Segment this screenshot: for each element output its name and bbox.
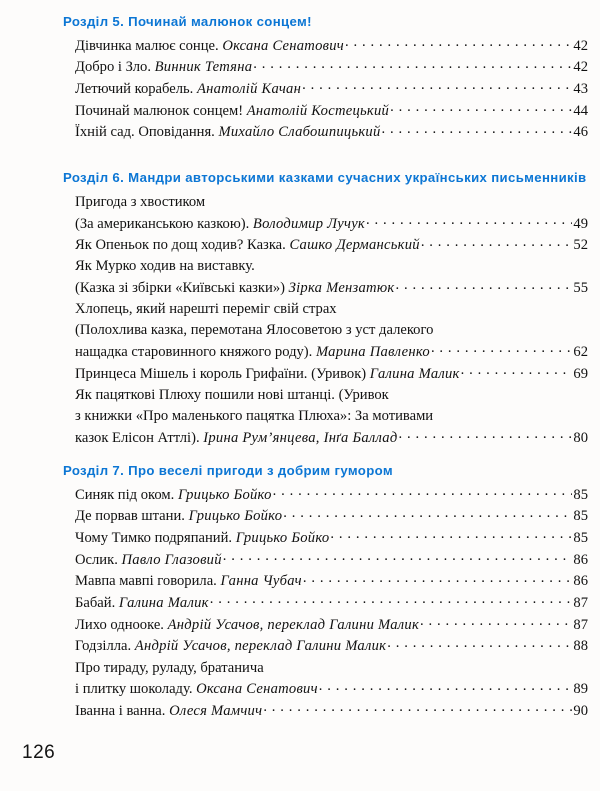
toc-entry[interactable] xyxy=(75,235,588,257)
dot-leader xyxy=(461,363,573,378)
toc-entry-continuation xyxy=(75,385,588,406)
section-5 xyxy=(63,12,588,143)
toc-entry-author: Михайло Слабошпицький xyxy=(218,124,381,141)
dot-leader xyxy=(253,57,572,72)
dot-leader xyxy=(395,278,572,293)
toc-entry-final-line xyxy=(75,571,588,593)
toc-entry-final-line xyxy=(75,679,588,701)
dot-leader xyxy=(420,614,572,629)
toc-entry-author: Ірина Рум’янцева, Інґа Баллад xyxy=(203,429,398,446)
toc-entry-author: Андрій Усачов, переклад Галини Малик xyxy=(134,638,387,655)
toc-entry[interactable] xyxy=(75,506,588,528)
toc-entry-text: Мавпа мавпі говорила. Ганна Чубач xyxy=(75,573,302,590)
toc-entry[interactable] xyxy=(75,100,588,122)
toc-entry-continuation xyxy=(75,256,588,277)
toc-page-number: 85 xyxy=(573,508,588,525)
toc-entry-author: Ганна Чубач xyxy=(220,573,302,590)
toc-page-number: 52 xyxy=(573,237,588,254)
toc-entry-final-line xyxy=(75,235,588,257)
toc-entry[interactable] xyxy=(75,614,588,636)
toc-entry-text: нащадка старовинного княжого роду). Марина Павленко xyxy=(75,344,430,361)
toc-entry-final-line xyxy=(75,592,588,614)
toc-entry-author: Грицько Бойко xyxy=(177,486,272,503)
toc-entry-author: Володимир Лучук xyxy=(252,215,366,232)
toc-entry[interactable] xyxy=(75,636,588,658)
toc-page-number: 88 xyxy=(573,638,588,655)
dot-leader xyxy=(366,213,572,228)
toc-entry-final-line xyxy=(75,484,588,506)
toc-entry-final-line xyxy=(75,78,588,100)
toc-entry-author: Олеся Мамчич xyxy=(169,702,263,719)
toc-entry[interactable] xyxy=(75,57,588,79)
dot-leader xyxy=(319,679,573,694)
entry-list xyxy=(75,192,588,449)
toc-entry-text: Пригода з хвостиком xyxy=(75,194,206,210)
toc-entry-text: Ослик. Павло Глазовий xyxy=(75,551,222,568)
section-heading: Розділ 6. Мандри авторськими казками сучасних українських письменників xyxy=(63,170,587,185)
toc-entry-text: Їхній сад. Оповідання. Михайло Слабошпицький xyxy=(75,124,381,141)
toc-page-number: 42 xyxy=(573,59,588,76)
toc-entry-text: Як пацяткові Плюху пошили нові штанці. (Уривок xyxy=(75,386,389,403)
toc-entry[interactable] xyxy=(75,700,588,722)
toc-page-number: 87 xyxy=(573,616,588,633)
toc-entry-text: Чому Тимко подряпаний. Грицько Бойко xyxy=(75,529,330,546)
toc-entry-continuation xyxy=(75,658,588,679)
toc-entry-text: Летючий корабель. Анатолій Качан xyxy=(75,80,302,97)
toc-entry-text: Бабай. Галина Малик xyxy=(75,595,209,612)
toc-page-number: 62 xyxy=(573,344,588,361)
toc-entry-author: Оксана Сенатович xyxy=(196,681,318,698)
toc-entry-final-line xyxy=(75,700,588,722)
toc-page-number: 89 xyxy=(573,681,588,698)
dot-leader xyxy=(263,700,572,715)
dot-leader xyxy=(431,341,572,356)
toc-entry-final-line xyxy=(75,122,588,144)
toc-entry[interactable] xyxy=(75,571,588,593)
section-heading: Розділ 7. Про веселі пригоди з добрим гумором xyxy=(63,463,393,478)
dot-leader xyxy=(345,35,572,50)
dot-leader xyxy=(330,527,572,542)
toc-entry[interactable] xyxy=(75,35,588,57)
toc-entry-text: Де порвав штани. Грицько Бойко xyxy=(75,508,283,525)
dot-leader xyxy=(390,100,572,115)
dot-leader xyxy=(387,636,572,651)
toc-entry-text: Лихо однооке. Андрій Усачов, переклад Галини Малик xyxy=(75,616,420,633)
toc-page-number: 90 xyxy=(573,702,588,719)
toc-entry-final-line xyxy=(75,363,588,385)
toc-entry-author: Грицько Бойко xyxy=(235,529,330,546)
toc-page-number: 80 xyxy=(573,429,588,446)
toc-entry-author: Павло Глазовий xyxy=(121,551,222,568)
toc-entry[interactable] xyxy=(75,484,588,506)
toc-entry-text: з книжки «Про маленького пацятка Плюха»: За мотивами xyxy=(75,407,434,424)
toc-entry[interactable] xyxy=(75,192,588,235)
section-heading: Розділ 5. Починай малюнок сонцем! xyxy=(63,14,312,29)
toc-entry-author: Андрій Усачов, переклад Галини Малик xyxy=(167,616,420,633)
toc-entry-text: Як Опеньок по дощ ходив? Казка. Сашко Дерманський xyxy=(75,237,420,254)
entry-list xyxy=(75,484,588,722)
toc-entry-continuation xyxy=(75,299,588,320)
toc-entry-final-line xyxy=(75,549,588,571)
toc-entry-author: Анатолій Качан xyxy=(196,80,302,97)
toc-entry-final-line xyxy=(75,213,588,235)
toc-entry[interactable] xyxy=(75,385,588,449)
dot-leader xyxy=(421,235,573,250)
toc-page-number: 86 xyxy=(573,573,588,590)
toc-entry-author: Оксана Сенатович xyxy=(222,37,344,54)
toc-entry-text: Як Мурко ходив на виставку. xyxy=(75,258,255,275)
toc-entry-text: (За американською казкою). Володимир Лучук xyxy=(75,215,366,232)
toc-entry-final-line xyxy=(75,427,588,449)
toc-entry[interactable] xyxy=(75,363,588,385)
toc-entry-continuation xyxy=(75,192,588,213)
toc-entry-final-line xyxy=(75,35,588,57)
dot-leader xyxy=(303,571,573,586)
toc-entry-text: Починай малюнок сонцем! Анатолій Костецький xyxy=(75,102,390,119)
toc-entry-text: Дівчинка малює сонце. Оксана Сенатович xyxy=(75,37,344,54)
dot-leader xyxy=(283,506,572,521)
toc-page-number: 44 xyxy=(573,102,588,119)
toc-entry-text: Годзілла. Андрій Усачов, переклад Галини Малик xyxy=(75,638,387,655)
toc-entry-author: Зірка Мензатюк xyxy=(288,280,395,297)
toc-entry-author: Галина Малик xyxy=(369,365,460,382)
dot-leader xyxy=(223,549,573,564)
page-number: 126 xyxy=(22,742,56,763)
toc-entry-author: Сашко Дерманський xyxy=(289,237,420,254)
toc-entry-text: Синяк під оком. Грицько Бойко xyxy=(75,486,272,503)
toc-page-number: 46 xyxy=(573,124,588,141)
entry-list xyxy=(75,35,588,143)
toc-entry[interactable] xyxy=(75,527,588,549)
toc-page-number: 42 xyxy=(573,37,588,54)
toc-entry-author: Грицько Бойко xyxy=(188,508,283,525)
toc-entry[interactable] xyxy=(75,122,588,144)
toc-page-number: 85 xyxy=(573,486,588,503)
toc-entry-final-line xyxy=(75,100,588,122)
toc-entry-final-line xyxy=(75,57,588,79)
toc-entry[interactable] xyxy=(75,658,588,701)
toc-entry-text: Про тираду, руладу, братанича xyxy=(75,659,264,676)
toc-entry[interactable] xyxy=(75,549,588,571)
toc-page-number: 69 xyxy=(573,365,588,382)
toc-page-number: 86 xyxy=(573,551,588,568)
toc-entry-text: Принцеса Мішель і король Грифаїни. (Уривок) Галина Малик xyxy=(75,365,460,382)
toc-entry-final-line xyxy=(75,506,588,528)
toc-entry-author: Винник Тетяна xyxy=(154,59,253,76)
dot-leader xyxy=(398,427,572,442)
dot-leader xyxy=(302,78,572,93)
toc-entry-final-line xyxy=(75,278,588,300)
toc-entry-final-line xyxy=(75,527,588,549)
section-6 xyxy=(63,168,588,449)
toc-entry-text: Іванна і ванна. Олеся Мамчич xyxy=(75,702,263,719)
toc-entry-text: казок Елісон Аттлі). Ірина Рум’янцева, Інґа Баллад xyxy=(75,429,398,446)
toc-entry-author: Галина Малик xyxy=(118,595,209,612)
toc-entry[interactable] xyxy=(75,592,588,614)
toc-entry-author: Анатолій Костецький xyxy=(246,102,390,119)
section-7 xyxy=(63,461,588,722)
dot-leader xyxy=(273,484,573,499)
toc-entry-continuation xyxy=(75,320,588,341)
toc-page-number: 43 xyxy=(573,80,588,97)
toc-page-number: 49 xyxy=(573,215,588,232)
toc-entry-text: Добро і Зло. Винник Тетяна xyxy=(75,59,253,76)
toc-page-number: 85 xyxy=(573,529,588,546)
toc-entry-author: Марина Павленко xyxy=(315,344,430,361)
toc-entry[interactable] xyxy=(75,299,588,363)
toc-entry-final-line xyxy=(75,614,588,636)
toc-entry[interactable] xyxy=(75,78,588,100)
toc-entry-text: (Полохлива казка, перемотана Ялосоветою з уст далекого xyxy=(75,322,434,339)
toc-page-number: 55 xyxy=(573,280,588,297)
dot-leader xyxy=(210,592,573,607)
toc-entry[interactable] xyxy=(75,256,588,299)
toc-entry-final-line xyxy=(75,636,588,658)
toc-entry-text: (Казка зі збірки «Київські казки») Зірка Мензатюк xyxy=(75,280,395,297)
toc-page-number: 87 xyxy=(573,595,588,612)
dot-leader xyxy=(382,122,573,137)
toc-entry-text: і плитку шоколаду. Оксана Сенатович xyxy=(75,681,318,698)
toc-entry-final-line xyxy=(75,341,588,363)
toc-entry-text: Хлопець, який нарешті переміг свій страх xyxy=(75,301,337,318)
toc-entry-continuation xyxy=(75,406,588,427)
